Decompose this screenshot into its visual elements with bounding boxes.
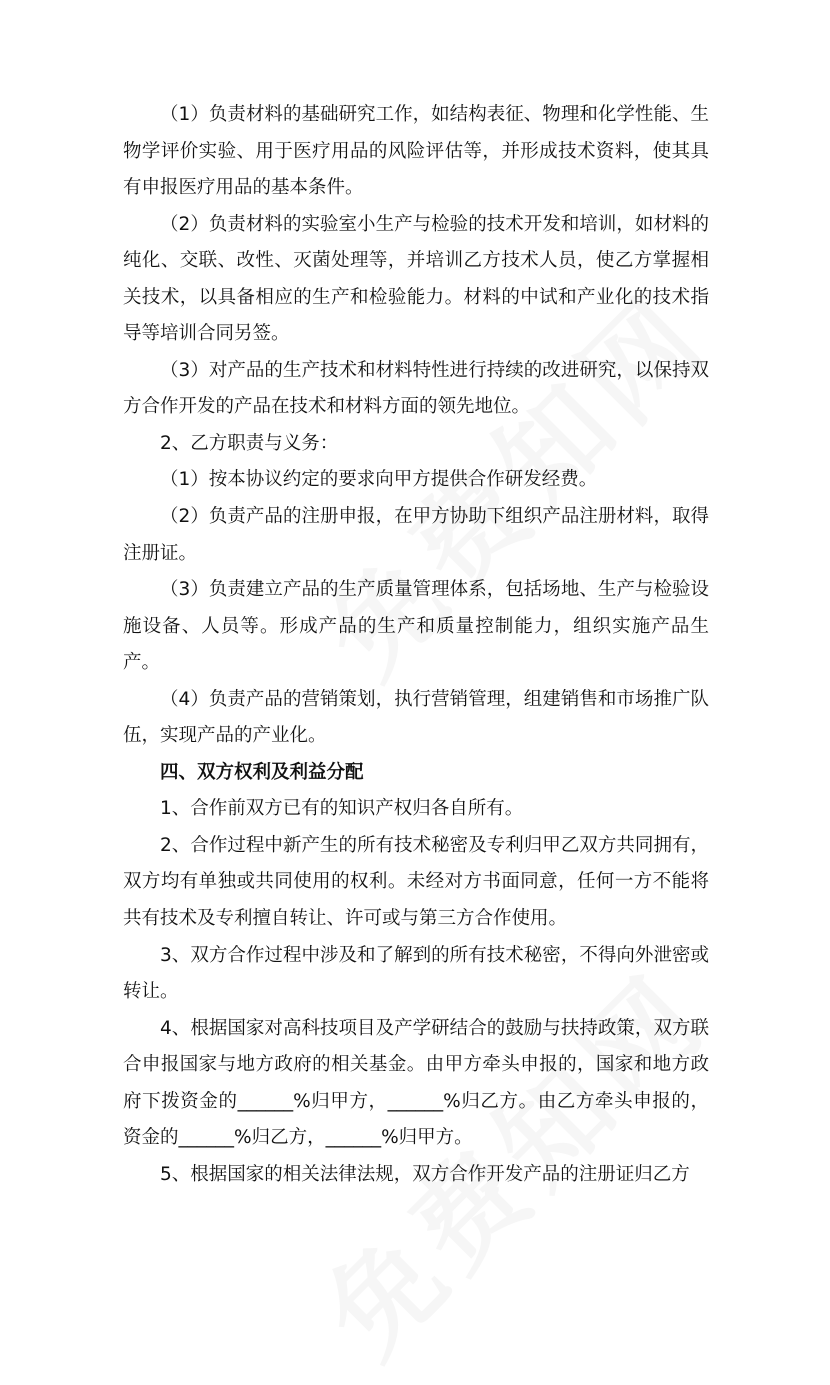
paragraph-rights-2: 2、合作过程中新产生的所有技术秘密及专利归甲乙双方共同拥有，双方均有单独或共同使用的权利。未经对方书面同意，任何一方不能将共有技术及专利擅自转让、许可或与第三方合作使用。 [123,834,709,930]
paragraph-rights-5: 5、根据国家的相关法律法规，双方合作开发产品的注册证归乙方 [160,1163,690,1185]
paragraph-rights-4: 4、根据国家对高科技项目及产学研结合的鼓励与扶持政策，双方联合申报国家与地方政府的相关基金。由甲方牵头申报的，国家和地方政府下拨资金的______%归甲方，______%归乙方。由乙方牵头申报的，资金的______%归乙方，______%归甲方。 [123,1017,709,1149]
paragraph-party-b-4: （4）负责产品的营销策划，执行营销管理，组建销售和市场推广队伍，实现产品的产业化。 [123,688,709,747]
paragraph-rights-3: 3、双方合作过程中涉及和了解到的所有技术秘密，不得向外泄密或转让。 [123,944,709,1003]
paragraph-duty-1: （1）负责材料的基础研究工作，如结构表征、物理和化学性能、生物学评价实验、用于医疗用品的风险评估等，并形成技术资料，使其具有申报医疗用品的基本条件。 [123,104,709,199]
paragraph-rights-1: 1、合作前双方已有的知识产权归各自所有。 [160,798,524,820]
paragraph-duty-2: （2）负责材料的实验室小生产与检验的技术开发和培训，如材料的纯化、交联、改性、灭菌处理等，并培训乙方技术人员，使乙方掌握相关技术，以具备相应的生产和检验能力。材料的中试和产业化的技术指导等培训合同另签。 [123,213,709,345]
paragraph-duty-3: （3）对产品的生产技术和材料特性进行持续的改进研究，以保持双方合作开发的产品在技术和材料方面的领先地位。 [123,359,709,418]
section-heading-rights: 四、双方权利及利益分配 [160,761,364,783]
document-body [123,97,709,1193]
paragraph-party-b-title: 2、乙方职责与义务： [160,432,339,454]
paragraph-party-b-2: （2）负责产品的注册申报，在甲方协助下组织产品注册材料，取得注册证。 [123,506,709,564]
paragraph-party-b-1: （1）按本协议约定的要求向甲方提供合作研发经费。 [160,469,598,491]
paragraph-party-b-3: （3）负责建立产品的生产质量管理体系，包括场地、生产与检验设施设备、人员等。形成产品的生产和质量控制能力，组织实施产品生产。 [123,579,709,674]
